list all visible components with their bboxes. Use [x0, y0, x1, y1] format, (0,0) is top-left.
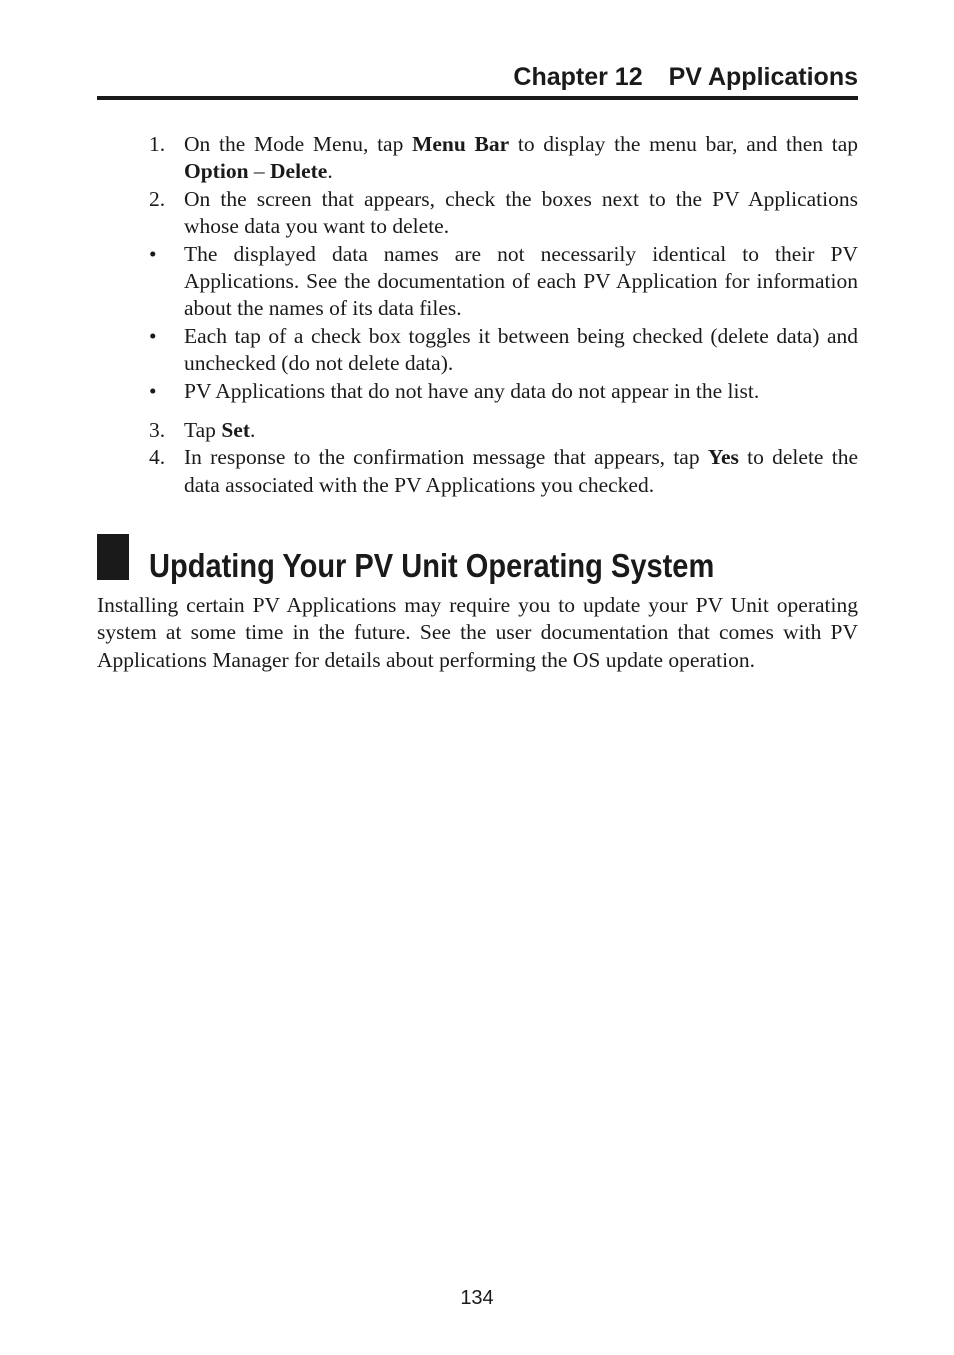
text-run: Each tap of a check box toggles it between being checked (delete data) and unchecked (do not delete data). — [184, 323, 858, 376]
section-title: Updating Your PV Unit Operating System — [149, 547, 715, 584]
list-item — [97, 378, 858, 405]
list-marker: 4. — [149, 445, 166, 470]
list-item — [97, 131, 858, 186]
list-marker: • — [149, 378, 157, 403]
ui-term: Delete — [270, 159, 328, 184]
text-run: On the screen that appears, check the boxes next to the PV Applications whose data you want to delete. — [184, 186, 858, 239]
text-run: . — [249, 418, 256, 443]
text-run: In response to the confirmation message that appears, tap — [184, 445, 708, 470]
section-paragraph: Installing certain PV Applications may require you to update your PV Unit operating system at some time in the future. See the user documentation that comes with PV Applications Manager for details about performing the OS update operation. — [97, 593, 858, 672]
header-rule — [97, 96, 858, 100]
list-marker: • — [149, 323, 157, 348]
ui-term: Set — [221, 418, 250, 443]
running-header — [97, 60, 858, 94]
text-run: . — [327, 159, 333, 184]
text-run: Tap — [184, 418, 222, 443]
list-item-text — [184, 241, 858, 323]
list-marker: 2. — [149, 186, 166, 211]
list-item-text — [184, 186, 858, 241]
text-run: – — [248, 159, 271, 184]
text-run: to delete the data associated with the PV Applications you checked. — [184, 445, 858, 497]
list-item — [97, 444, 858, 499]
section-marker-square — [97, 534, 129, 580]
header-title: PV Applications — [668, 63, 858, 91]
ui-term: Yes — [707, 445, 739, 470]
text-run: PV Applications that do not have any data do not appear in the list. — [184, 378, 760, 403]
list-marker: 1. — [149, 132, 166, 156]
list-marker: 3. — [149, 418, 166, 443]
list-item-text — [184, 444, 858, 499]
text-run: On the Mode Menu, tap — [184, 132, 413, 156]
list-item-text — [184, 378, 858, 405]
ui-term: Option — [184, 159, 249, 184]
list-item-text — [184, 131, 858, 186]
list-item — [97, 323, 858, 378]
list-marker: • — [149, 241, 157, 266]
list-item — [97, 186, 858, 241]
page-number: 134 — [460, 1287, 494, 1309]
section-heading — [97, 534, 858, 584]
list-item-text — [184, 417, 858, 444]
header-chapter: Chapter 12 — [513, 63, 643, 91]
text-run: to display the menu bar, and then tap — [509, 132, 858, 156]
text-run: The displayed data names are not necessarily identical to their PV Applications. See the documentation of each PV Application for information about the names of its data files. — [184, 241, 858, 321]
ui-term: Menu Bar — [412, 132, 510, 156]
step-list — [97, 131, 858, 499]
list-item — [97, 241, 858, 323]
list-item — [97, 417, 858, 444]
list-item-text — [184, 323, 858, 378]
